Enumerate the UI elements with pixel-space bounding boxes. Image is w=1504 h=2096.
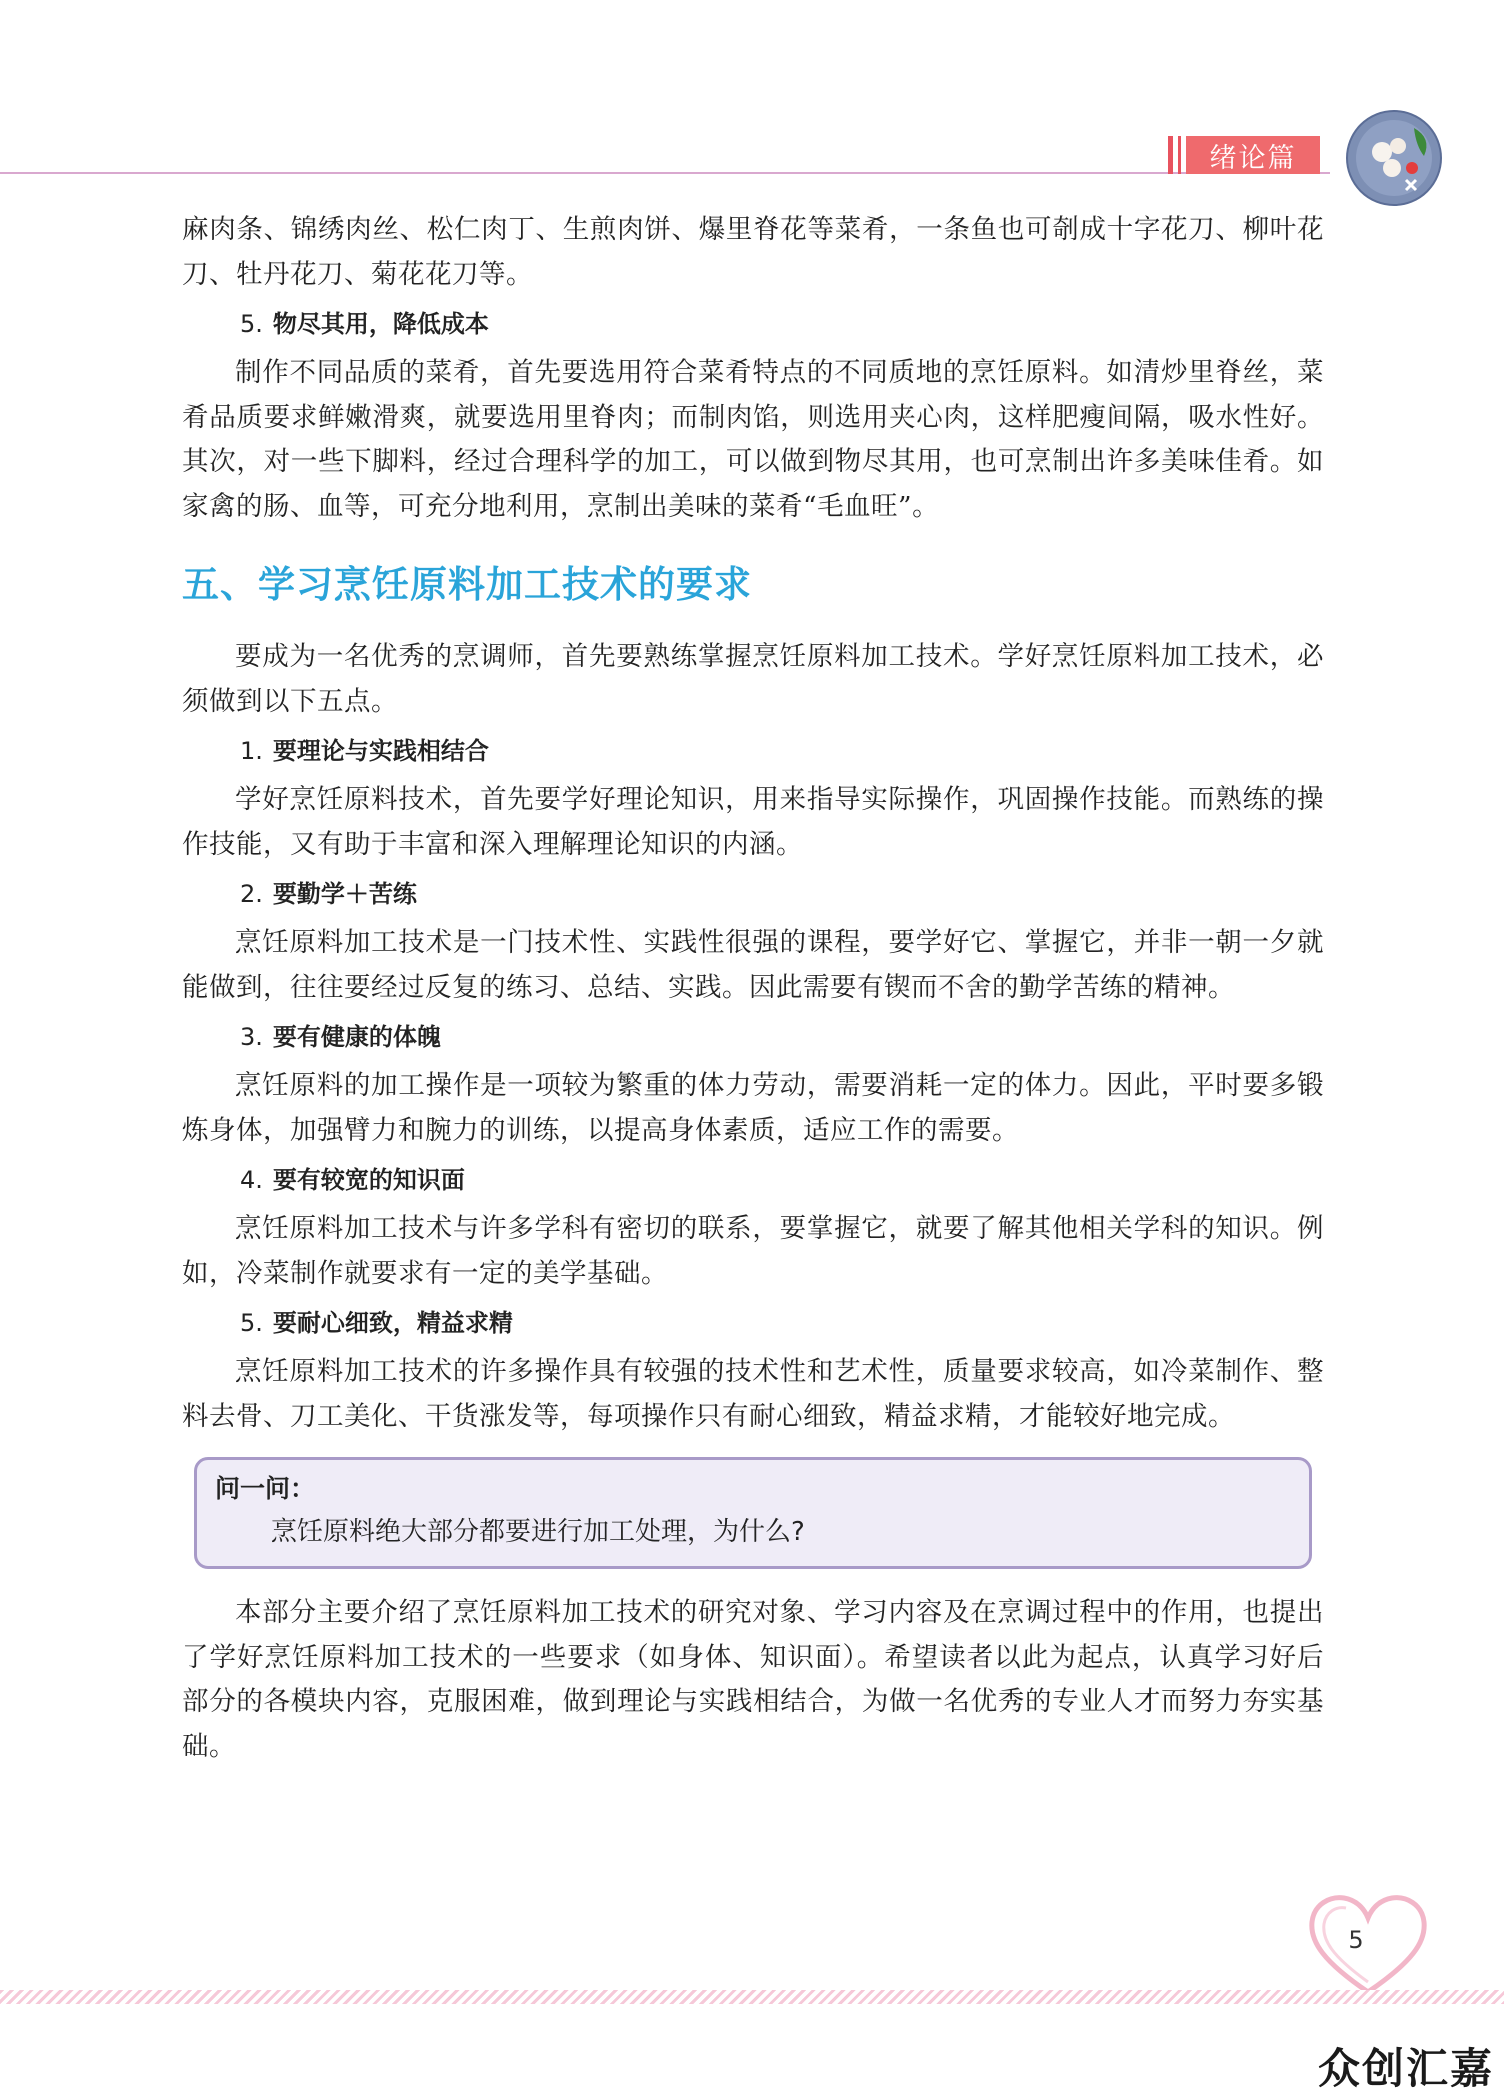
subheading [240, 1159, 1324, 1201]
chapter-tab [1168, 136, 1320, 174]
subheading [240, 303, 1324, 345]
section-heading: 五、学习烹饪原料加工技术的要求 [182, 562, 752, 606]
subheading-title: 要有较宽的知识面 [272, 1166, 465, 1194]
question-text: 烹饪原料绝大部分都要进行加工处理，为什么? [271, 1517, 805, 1547]
subheading [240, 1302, 1324, 1344]
subheading-number: 4. [240, 1166, 263, 1194]
subheading-number: 1. [240, 737, 263, 765]
subheading [240, 1016, 1324, 1058]
chapter-tab-label: 绪论篇 [1186, 136, 1320, 174]
paragraph: 制作不同品质的菜肴，首先要选用符合菜肴特点的不同质地的烹饪原料。如清炒里脊丝，菜肴品质要求鲜嫩滑爽，就要选用里脊肉；而制肉馅，则选用夹心肉，这样肥瘦间隔，吸水性好。其次，对一些下脚料，经过合理科学的加工，可以做到物尽其用，也可烹制出许多美味佳肴。如家禽的肠、血等，可充分地利用，烹制出美味的菜肴“毛血旺”。 [182, 357, 1324, 522]
footer-stripe [0, 1990, 1504, 2004]
page-number: 5 [1348, 1926, 1364, 1954]
paragraph: 烹饪原料加工技术与许多学科有密切的联系，要掌握它，就要了解其他相关学科的知识。例如，冷菜制作就要求有一定的美学基础。 [182, 1213, 1324, 1289]
header-rule [0, 172, 1330, 174]
subheading-number: 5. [240, 1309, 263, 1337]
subheading-title: 物尽其用，降低成本 [272, 310, 489, 338]
paragraph: 烹饪原料的加工操作是一项较为繁重的体力劳动，需要消耗一定的体力。因此，平时要多锻炼身体，加强臂力和腕力的训练，以提高身体素质，适应工作的需要。 [182, 1070, 1324, 1146]
paragraph: 烹饪原料加工技术的许多操作具有较强的技术性和艺术性，质量要求较高，如冷菜制作、整料去骨、刀工美化、干货涨发等，每项操作只有耐心细致，精益求精，才能较好地完成。 [182, 1356, 1324, 1432]
subheading-title: 要勤学＋苦练 [272, 880, 417, 908]
subheading-number: 2. [240, 880, 263, 908]
subheading-title: 要有健康的体魄 [272, 1023, 441, 1051]
page-body [182, 208, 1324, 1769]
paragraph: 学好烹饪原料技术，首先要学好理论知识，用来指导实际操作，巩固操作技能。而熟练的操作技能，又有助于丰富和深入理解理论知识的内涵。 [182, 784, 1324, 860]
tab-accent-bar [1168, 136, 1173, 174]
summary-paragraph: 本部分主要介绍了烹饪原料加工技术的研究对象、学习内容及在烹调过程中的作用，也提出了学好烹饪原料加工技术的一些要求（如身体、知识面）。希望读者以此为起点，认真学习好后部分的各模块内容，克服困难，做到理论与实践相结合，为做一名优秀的专业人才而努力夯实基础。 [182, 1597, 1324, 1762]
subheading-number: 3. [240, 1023, 263, 1051]
subheading-title: 要理论与实践相结合 [272, 737, 489, 765]
subheading-title: 要耐心细致，精益求精 [272, 1309, 513, 1337]
tab-accent-bar [1178, 136, 1181, 174]
paragraph: 麻肉条、锦绣肉丝、松仁肉丁、生煎肉饼、爆里脊花等菜肴，一条鱼也可剞成十字花刀、柳叶花刀、牡丹花刀、菊花花刀等。 [182, 214, 1324, 290]
question-box [194, 1457, 1312, 1569]
subheading [240, 730, 1324, 772]
question-title: 问一问： [215, 1474, 316, 1503]
subheading [240, 873, 1324, 915]
food-plate-icon [1344, 108, 1444, 208]
subheading-number: 5. [240, 310, 263, 338]
paragraph: 要成为一名优秀的烹调师，首先要熟练掌握烹饪原料加工技术。学好烹饪原料加工技术，必须做到以下五点。 [182, 641, 1324, 717]
paragraph: 烹饪原料加工技术是一门技术性、实践性很强的课程，要学好它、掌握它，并非一朝一夕就能做到，往往要经过反复的练习、总结、实践。因此需要有锲而不舍的勤学苦练的精神。 [182, 927, 1324, 1003]
watermark: 众创汇嘉 [1318, 2044, 1495, 2093]
